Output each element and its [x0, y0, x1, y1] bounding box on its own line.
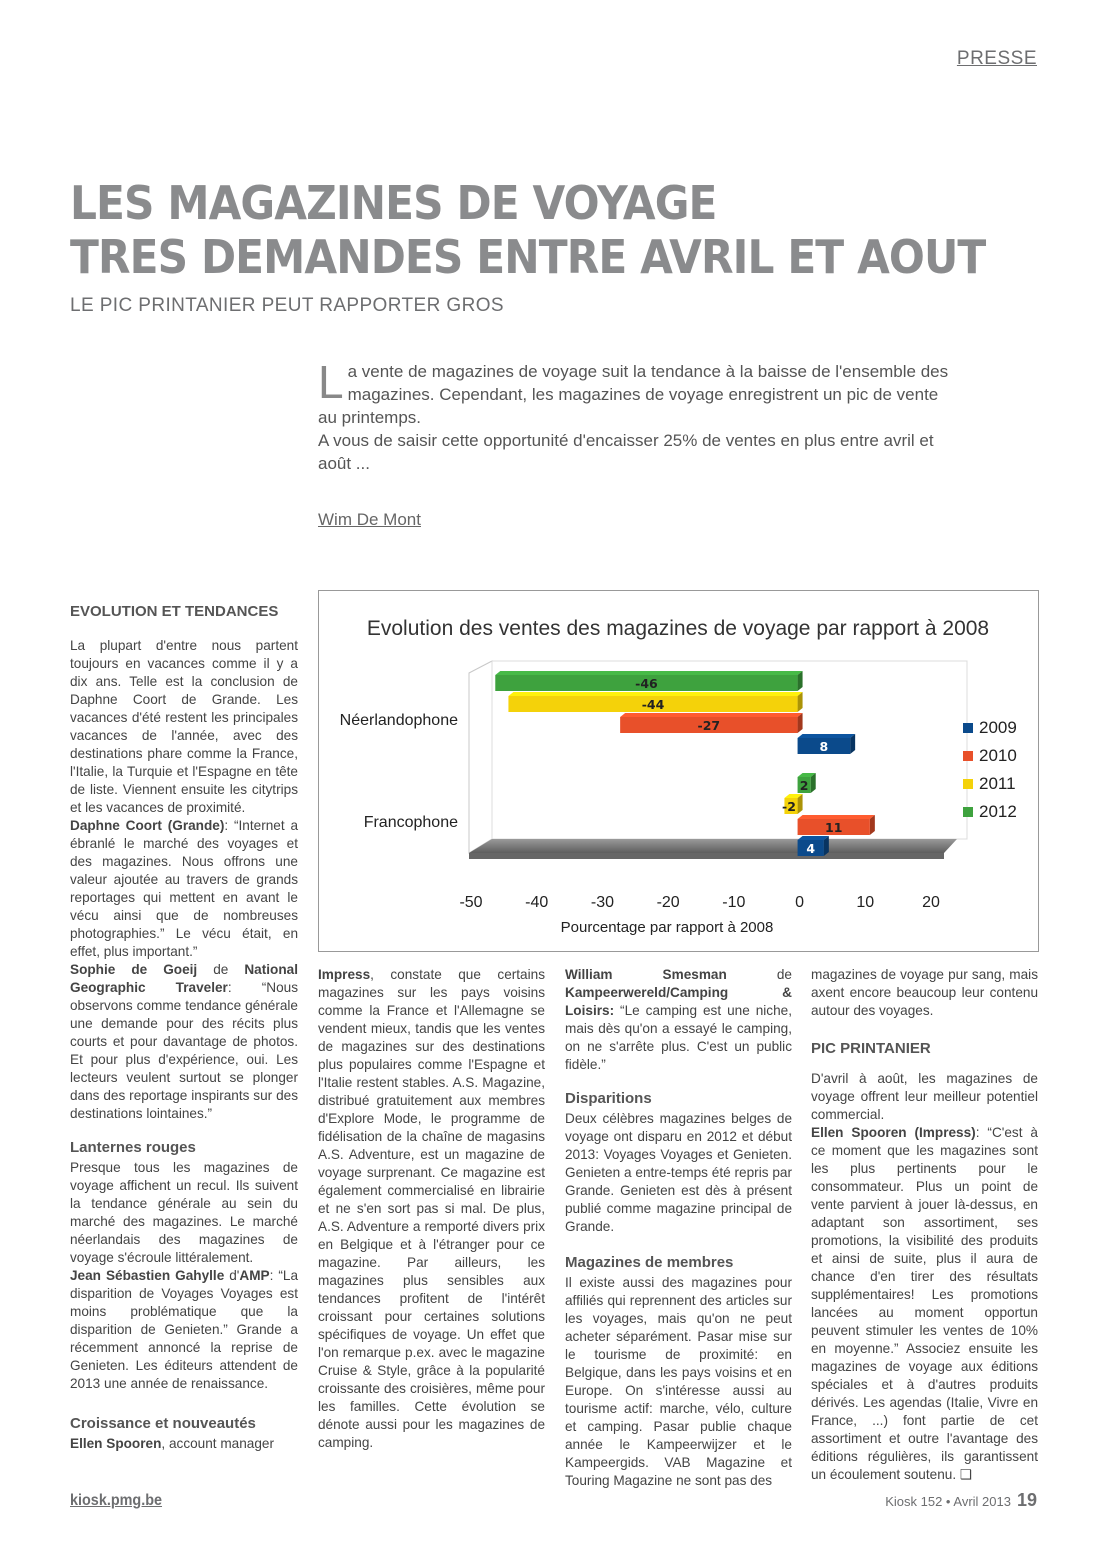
col3-quote-text: “Le camping est une niche, mais dès qu'on a essayé le camping, on ne s'arrête plus. C'est un public fidèle.”: [565, 1003, 792, 1072]
quote-source-name: Ellen Spooren (Impress): [811, 1125, 976, 1140]
col1-paragraph-2: [70, 817, 298, 961]
data-label: 8: [819, 739, 829, 754]
quote-source-name: Daphne Coort (Grande): [70, 818, 225, 833]
data-label: -27: [697, 718, 721, 733]
legend-swatch: [963, 751, 973, 761]
intro-paragraph-1: a vente de magazines de voyage suit la tendance à la baisse de l'ensemble des magazines. Cependant, les magazines de voyage enregistrent un pic de vente au printemps.: [318, 362, 949, 427]
col4-paragraph-3: [811, 1124, 1038, 1484]
bar-top-face: [508, 692, 802, 696]
heading-membres: Magazines de membres: [565, 1254, 734, 1271]
col3-paragraph-3: Il existe aussi des magazines pour affiliés qui reprennent des articles sur les voyages, mais qu'on ne peut acheter séparément. Pasar mise sur le tourisme de proximité: en Belgique, dans les pays voisins et en Europe. On s'intéresse aussi au tourisme actif: marche, vélo, culture et camping. Pasar publie chaque année le Kampeerwijzer et le Kampeergids. VAB Magazine et Touring Magazine ne sont pas des: [565, 1275, 792, 1488]
chart-title: Evolution des ventes des magazines de voyage par rapport à 2008: [366, 617, 990, 640]
legend-entry: 2009: [979, 718, 1017, 737]
x-tick-label: -30: [590, 894, 614, 911]
x-tick-label: -50: [459, 894, 483, 911]
x-tick-label: -10: [722, 894, 746, 911]
col3-paragraph-2: Deux célèbres magazines belges de voyage ont disparu en 2012 et début 2013: Voyages Voyages et Genieten. Genieten a entre-temps été repris par Grande. Genieten est dès à présent publié comme magazine principal de Grande.: [565, 1111, 792, 1234]
page-title: [70, 176, 986, 284]
x-tick-label: 20: [922, 894, 940, 911]
quote-source-org: National Geographic Traveler: [70, 962, 298, 995]
col3-connector: de: [726, 967, 792, 982]
col1-quote-text: : “Nous observons comme tendance générale une demande pour des récits plus courts et pour davantage de photos. Et pour plus d'expérience, oui. Les lecteurs veulent surtout se plonger dans des reportage inspirants sur des destinations lointaines.”: [70, 980, 298, 1121]
column-4: [811, 966, 1038, 1484]
quote-source-name: Sophie de Goeij: [70, 962, 198, 977]
intro-paragraph-2: A vous de saisir cette opportunité d'encaisser 25% de ventes en plus entre avril et août ...: [318, 431, 934, 473]
bar-chart: [319, 591, 1038, 951]
col2-text: , constate que certains magazines sur les pays voisins comme la France et l'Allemagne se vendent mieux, tandis que les ventes de magazines sur des destinations plus populaires comme l'Espagne et l'Italie restent stables. A.S. Magazine, distribué gratuitement aux membres d'Explore Mode, le programme de fidélisation de la chaîne de magasins A.S. Adventure, est un magazine de voyage surprenant. Ce magazine est également commercialisé en librairie et ne s'en sort pas si mal. De plus, A.S. Adventure a remporté divers prix en Belgique et à l'étranger pour ce magazine. Par ailleurs, les magazines plus sensibles aux tendances profitent de l'intérêt croissant pour certaines solutions spécifiques de voyage. Un effet que l'on remarque p.ex. avec le magazine Cruise & Style, grâce à la popularité croissante des croisières, même pour les familles. Cette évolution se dénote aussi pour les magazines de camping.: [318, 967, 545, 1450]
data-label: 4: [806, 841, 816, 856]
drop-cap: L: [318, 356, 344, 408]
footer-issue-info: [885, 1490, 1037, 1511]
author-byline: Wim De Mont: [318, 510, 421, 529]
legend-entry: 2010: [979, 746, 1017, 765]
heading-croissance: Croissance et nouveautés: [70, 1415, 256, 1432]
bar-top-face: [495, 671, 802, 675]
quote-source-name: Ellen Spooren: [70, 1436, 162, 1451]
col1-quote-text: : “Internet a ébranlé le marché des voyages et des magazines. Nous offrons une valeur ajoutée au travers de grands reportages qui mettent en avant le vécu ainsi que de nombreuses photographies.” Le vécu était, en effet, plus important.”: [70, 818, 298, 959]
legend-entry: 2011: [979, 774, 1016, 793]
col1-connector: de: [197, 962, 245, 977]
x-tick-label: 10: [856, 894, 875, 911]
legend-swatch: [963, 779, 973, 789]
heading-pic-printanier: PIC PRINTANIER: [811, 1040, 931, 1057]
heading-disparitions: Disparitions: [565, 1090, 652, 1107]
col1-quote-text: , account manager: [161, 1436, 274, 1451]
data-label: -46: [635, 676, 658, 691]
bar-top-face: [798, 734, 856, 738]
chart-side-wall: [469, 661, 492, 853]
col3-paragraph-1: [565, 966, 792, 1074]
category-label: Néerlandophone: [339, 712, 458, 729]
x-tick-label: 0: [795, 894, 805, 911]
section-label: PRESSE: [956, 48, 1037, 69]
heading-evolution: EVOLUTION ET TENDANCES: [70, 603, 279, 620]
heading-lanternes: Lanternes rouges: [70, 1139, 196, 1156]
end-mark-icon: ❑: [959, 1467, 973, 1482]
column-2: [318, 966, 545, 1452]
col1-paragraph-5: [70, 1267, 298, 1393]
category-label: Francophone: [363, 814, 458, 831]
title-line-1: LES MAGAZINES DE VOYAGE: [70, 176, 717, 230]
data-label: -44: [641, 697, 665, 712]
col1-paragraph-4: Presque tous les magazines de voyage affichent un recul. Ils suivent la tendance générale au sein du marché des magazines. Le marché néerlandais des magazines de voyage s'écroule littéralement.: [70, 1160, 298, 1265]
col4-quote-text: : “C'est à ce moment que les magazines sont les plus pertinents pour le consommateur. Plus un point de vente parvient à jouer là-dessus, en adaptant son assortiment, ses promotions, la visibilité des produits et ainsi de suite, plus il aura de chance d'en tirer des résultats supplémentaires! Les promotions lancées au moment opportun peuvent stimuler les ventes de 10% en moyenne.” Associez ensuite les magazines de voyage aux éditions spéciales et à d'autres produits dérivés. Les agendas (Italie, Vivre en France, ...) font partie de cet assortiment et outre l'avantage des éditions régulières, ils garantissent un écoulement soutenu.: [811, 1125, 1038, 1482]
bar-top-face: [798, 836, 829, 840]
legend-entry: 2012: [979, 802, 1017, 821]
col4-paragraph-2: D'avril à août, les magazines de voyage offrent leur meilleur potentiel commercial.: [811, 1071, 1038, 1122]
legend-swatch: [963, 807, 973, 817]
col1-paragraph-6: [70, 1435, 298, 1453]
data-label: 2: [799, 778, 809, 793]
bar-top-face: [798, 815, 875, 819]
footer-website-link[interactable]: kiosk.pmg.be: [70, 1492, 163, 1509]
col1-connector: d': [224, 1268, 240, 1283]
col1-paragraph-3: [70, 961, 298, 1123]
col1-paragraph-1: La plupart d'entre nous partent toujours en vacances comme il y a dix ans. Telle est la conclusion de Daphne Coort de Grande. Les vacances d'été restent les principales vacances de l'année, avec des destinations phare comme la France, l'Italie, la Turquie et l'Espagne en tête de liste. Viennent ensuite les citytrips et les vacances de proximité.: [70, 638, 298, 815]
page-number: 19: [1016, 1490, 1037, 1510]
x-tick-label: -20: [656, 894, 680, 911]
data-label: -2: [782, 799, 796, 814]
page-subtitle: LE PIC PRINTANIER PEUT RAPPORTER GROS: [70, 295, 504, 316]
chart-frame: [318, 590, 1039, 952]
column-1: [70, 603, 298, 1453]
quote-source-name: Jean Sébastien Gahylle: [70, 1268, 225, 1283]
quote-source-org: Kampeerwereld/Camping & Loisirs:: [565, 985, 792, 1018]
title-line-2: TRES DEMANDES ENTRE AVRIL ET AOUT: [70, 230, 986, 284]
quote-source-org: AMP: [239, 1268, 270, 1283]
column-3: [565, 966, 792, 1490]
x-tick-label: -40: [525, 894, 549, 911]
col1-quote-text: : “La disparition de Voyages Voyages est moins problématique que la disparition de Genieten.” Grande a récemment annoncé la reprise de Genieten. Les éditeurs attendent de 2013 une année de renaissance.: [70, 1268, 299, 1391]
intro-text: [318, 356, 958, 475]
chart-floor: [469, 839, 957, 853]
quote-source-name: Impress: [318, 967, 371, 982]
col2-paragraph-1: [318, 966, 545, 1452]
legend-swatch: [963, 723, 973, 733]
quote-source-name: William Smesman: [565, 967, 727, 982]
data-label: 11: [825, 820, 843, 835]
x-axis-label: Pourcentage par rapport à 2008: [560, 919, 774, 936]
issue-label: Kiosk 152 • Avril 2013: [885, 1494, 1011, 1509]
chart-floor-edge: [469, 853, 944, 859]
col4-paragraph-1: magazines de voyage pur sang, mais axent encore beaucoup leur contenu autour des voyages.: [811, 967, 1038, 1018]
bar-top-face: [620, 713, 802, 717]
